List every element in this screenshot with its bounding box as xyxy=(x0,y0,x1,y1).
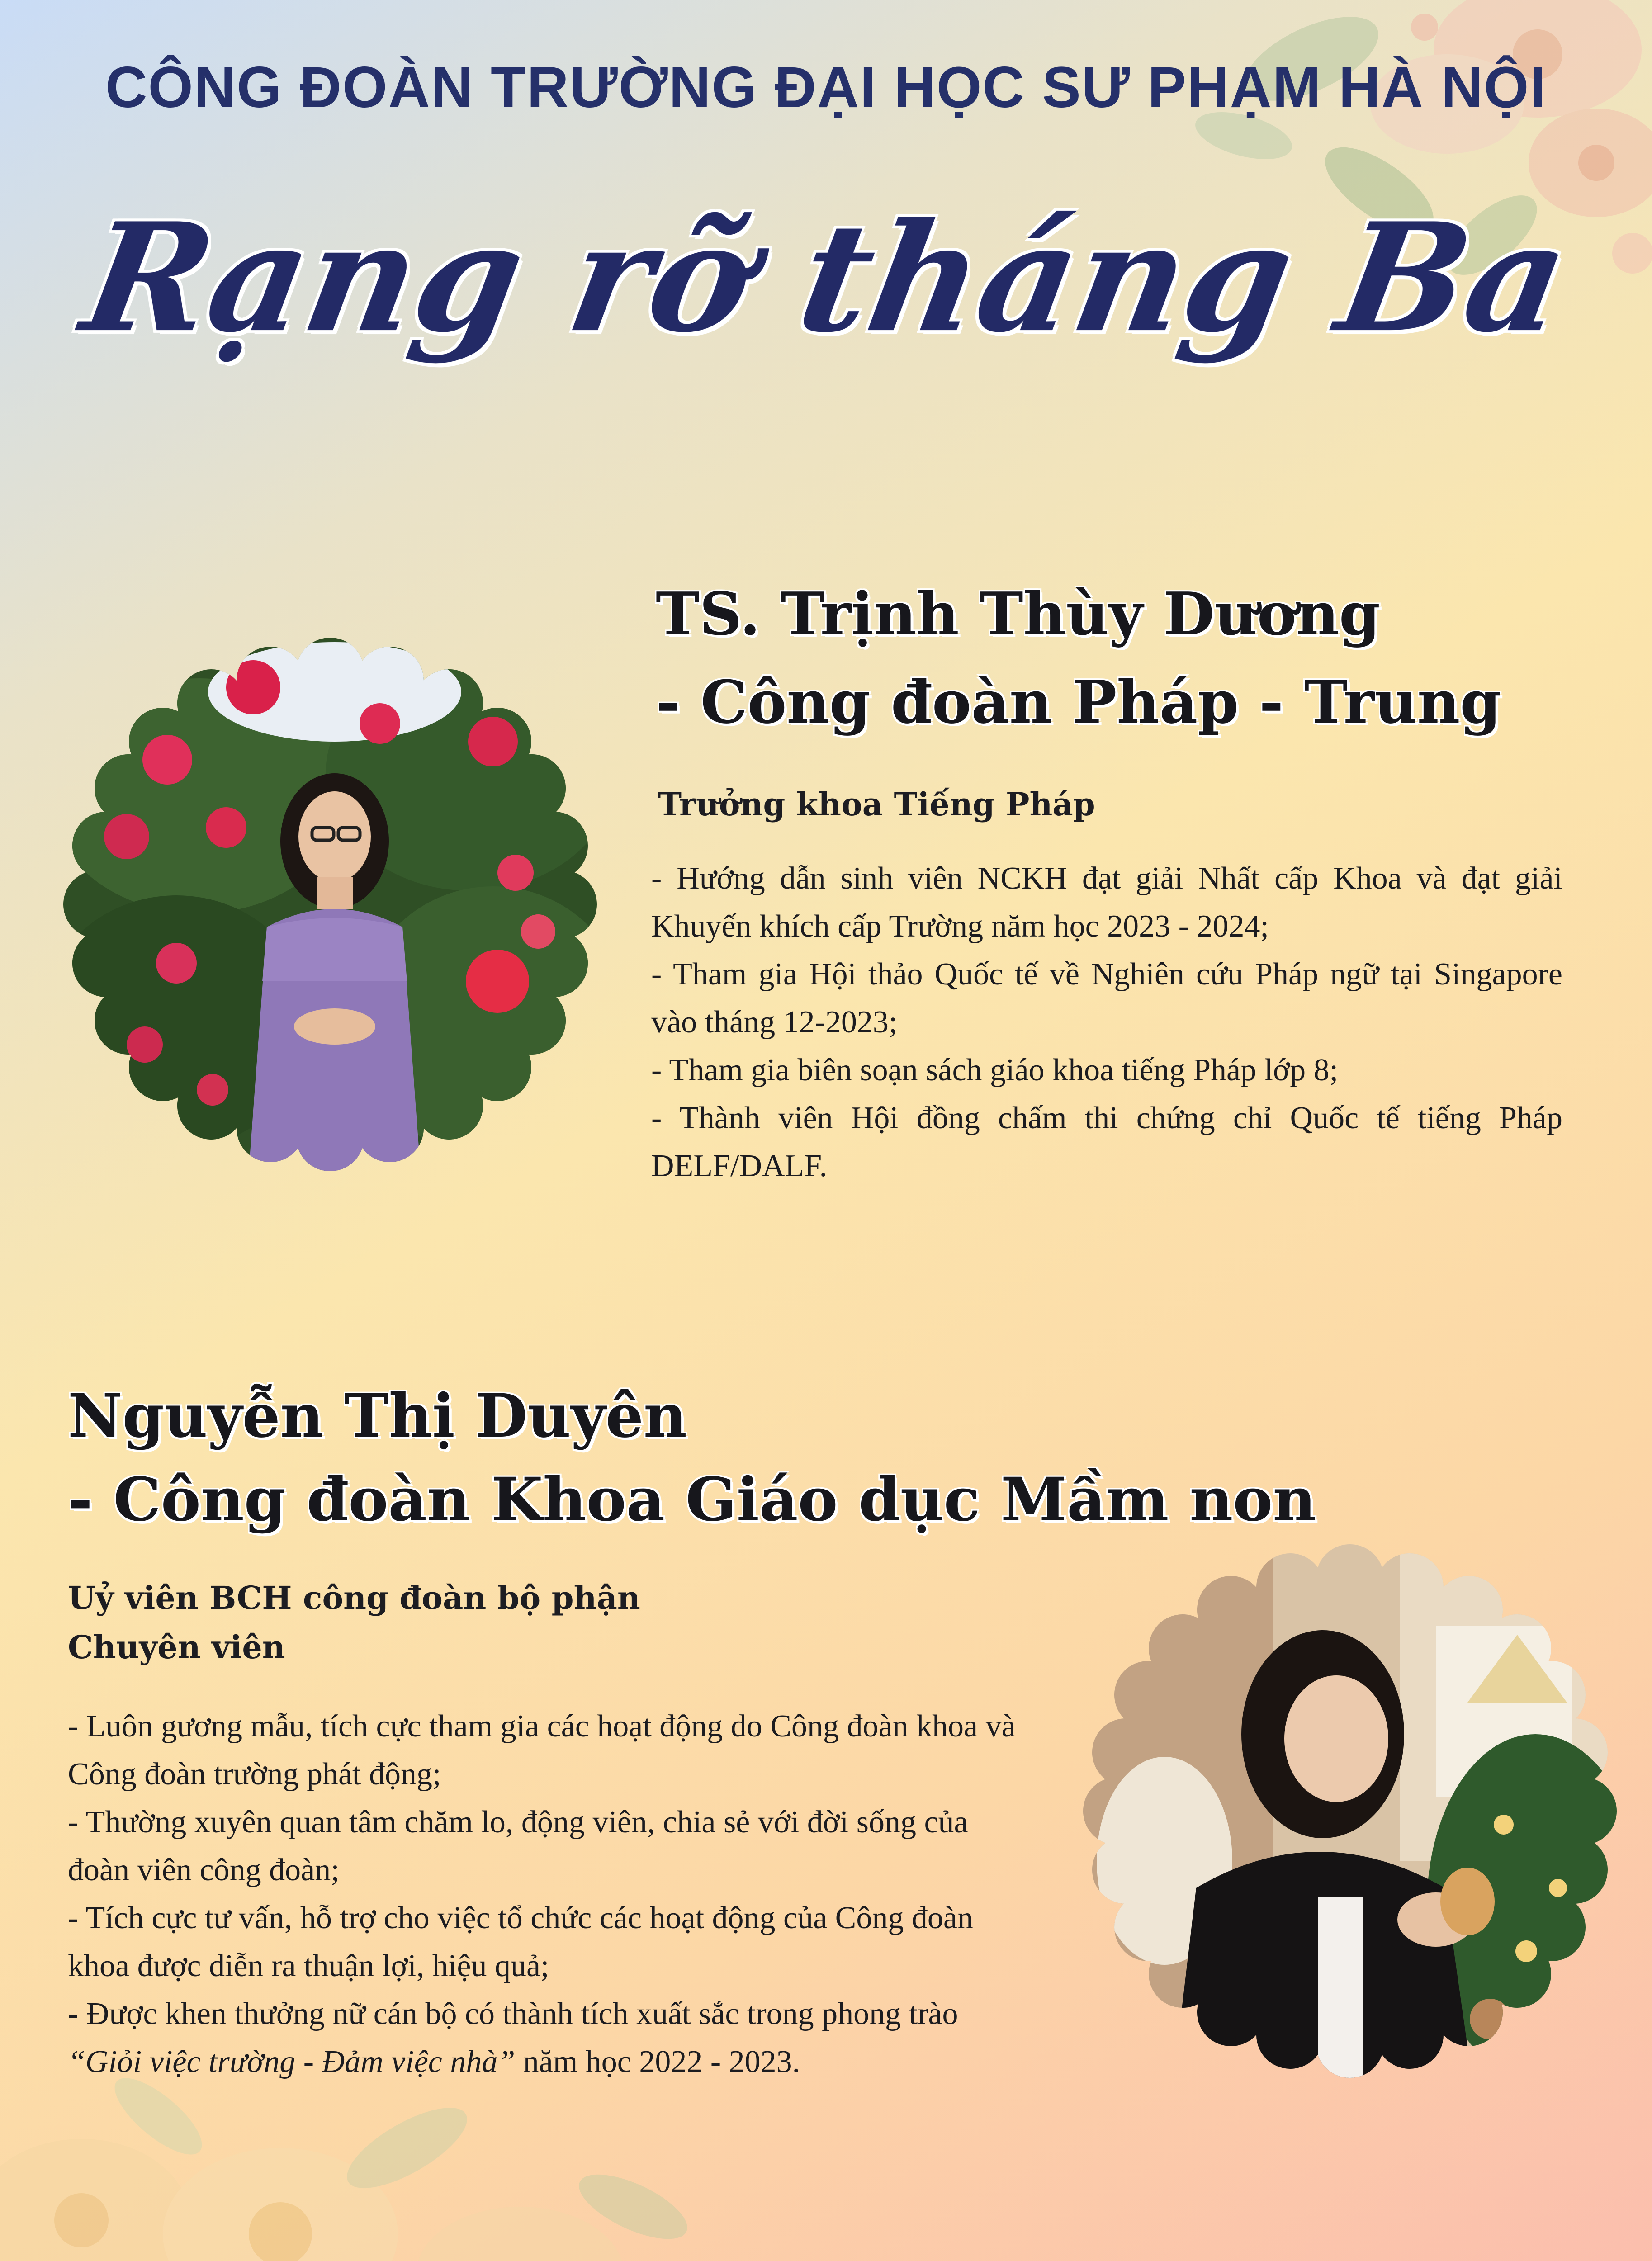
achievement-2-4-quote: “Giỏi việc trường - Đảm việc nhà” xyxy=(68,2044,516,2079)
achievement-1-2: - Tham gia Hội thảo Quốc tế về Nghiên cứu Pháp ngữ tại Singapore vào tháng 12-2023; xyxy=(651,957,1562,1040)
achievement-1-4: - Thành viên Hội đồng chấm thi chứng chỉ Quốc tế tiếng Pháp DELF/DALF. xyxy=(651,1101,1562,1183)
page-title: Rạng rỡ tháng Ba xyxy=(71,190,1581,365)
profile-achievements-2 xyxy=(68,1703,1018,2086)
organization-title: CÔNG ĐOÀN TRƯỜNG ĐẠI HỌC SƯ PHẠM HÀ NỘI xyxy=(105,55,1547,120)
leaf-decoration-icon xyxy=(0,2071,769,2261)
profile-roles-2 xyxy=(68,1574,640,1672)
profile-photo-2 xyxy=(1083,1544,1617,2078)
profile-name-1 xyxy=(656,570,1501,746)
achievement-2-4-suffix: năm học 2022 - 2023. xyxy=(515,2044,800,2079)
achievement-2-4 xyxy=(68,1990,1018,2086)
achievement-1-3: - Tham gia biên soạn sách giáo khoa tiếng Pháp lớp 8; xyxy=(651,1053,1339,1088)
profile-role-2-1: Uỷ viên BCH công đoàn bộ phận xyxy=(68,1579,640,1617)
profile-achievements-1 xyxy=(651,855,1562,1190)
profile-name-1-line1: TS. Trịnh Thùy Dương xyxy=(656,579,1380,648)
profile-name-2 xyxy=(68,1375,1316,1542)
profile-name-2-line2: - Công đoàn Khoa Giáo dục Mầm non xyxy=(68,1464,1316,1535)
achievement-2-2: - Thường xuyên quan tâm chăm lo, động viên, chia sẻ với đời sống của đoàn viên công đoàn; xyxy=(68,1805,968,1887)
achievement-2-4-prefix: - Được khen thưởng nữ cán bộ có thành tích xuất sắc trong phong trào xyxy=(68,1996,958,2031)
achievement-1-1: - Hướng dẫn sinh viên NCKH đạt giải Nhất cấp Khoa và đạt giải Khuyến khích cấp Trường năm học 2023 - 2024; xyxy=(651,861,1562,944)
profile-role-1-1: Trưởng khoa Tiếng Pháp xyxy=(658,785,1095,823)
achievement-2-1: - Luôn gương mẫu, tích cực tham gia các hoạt động do Công đoàn khoa và Công đoàn trường phát động; xyxy=(68,1709,1016,1792)
profile-name-1-line2: - Công đoàn Pháp - Trung xyxy=(656,667,1501,737)
profile-role-2-2: Chuyên viên xyxy=(68,1628,285,1666)
achievement-2-3: - Tích cực tư vấn, hỗ trợ cho việc tổ chức các hoạt động của Công đoàn khoa được diễn ra thuận lợi, hiệu quả; xyxy=(68,1901,973,1983)
profile-name-2-line1: Nguyễn Thị Duyên xyxy=(68,1381,687,1451)
profile-photo-1 xyxy=(63,638,597,1171)
profile-roles-1 xyxy=(658,780,1095,829)
